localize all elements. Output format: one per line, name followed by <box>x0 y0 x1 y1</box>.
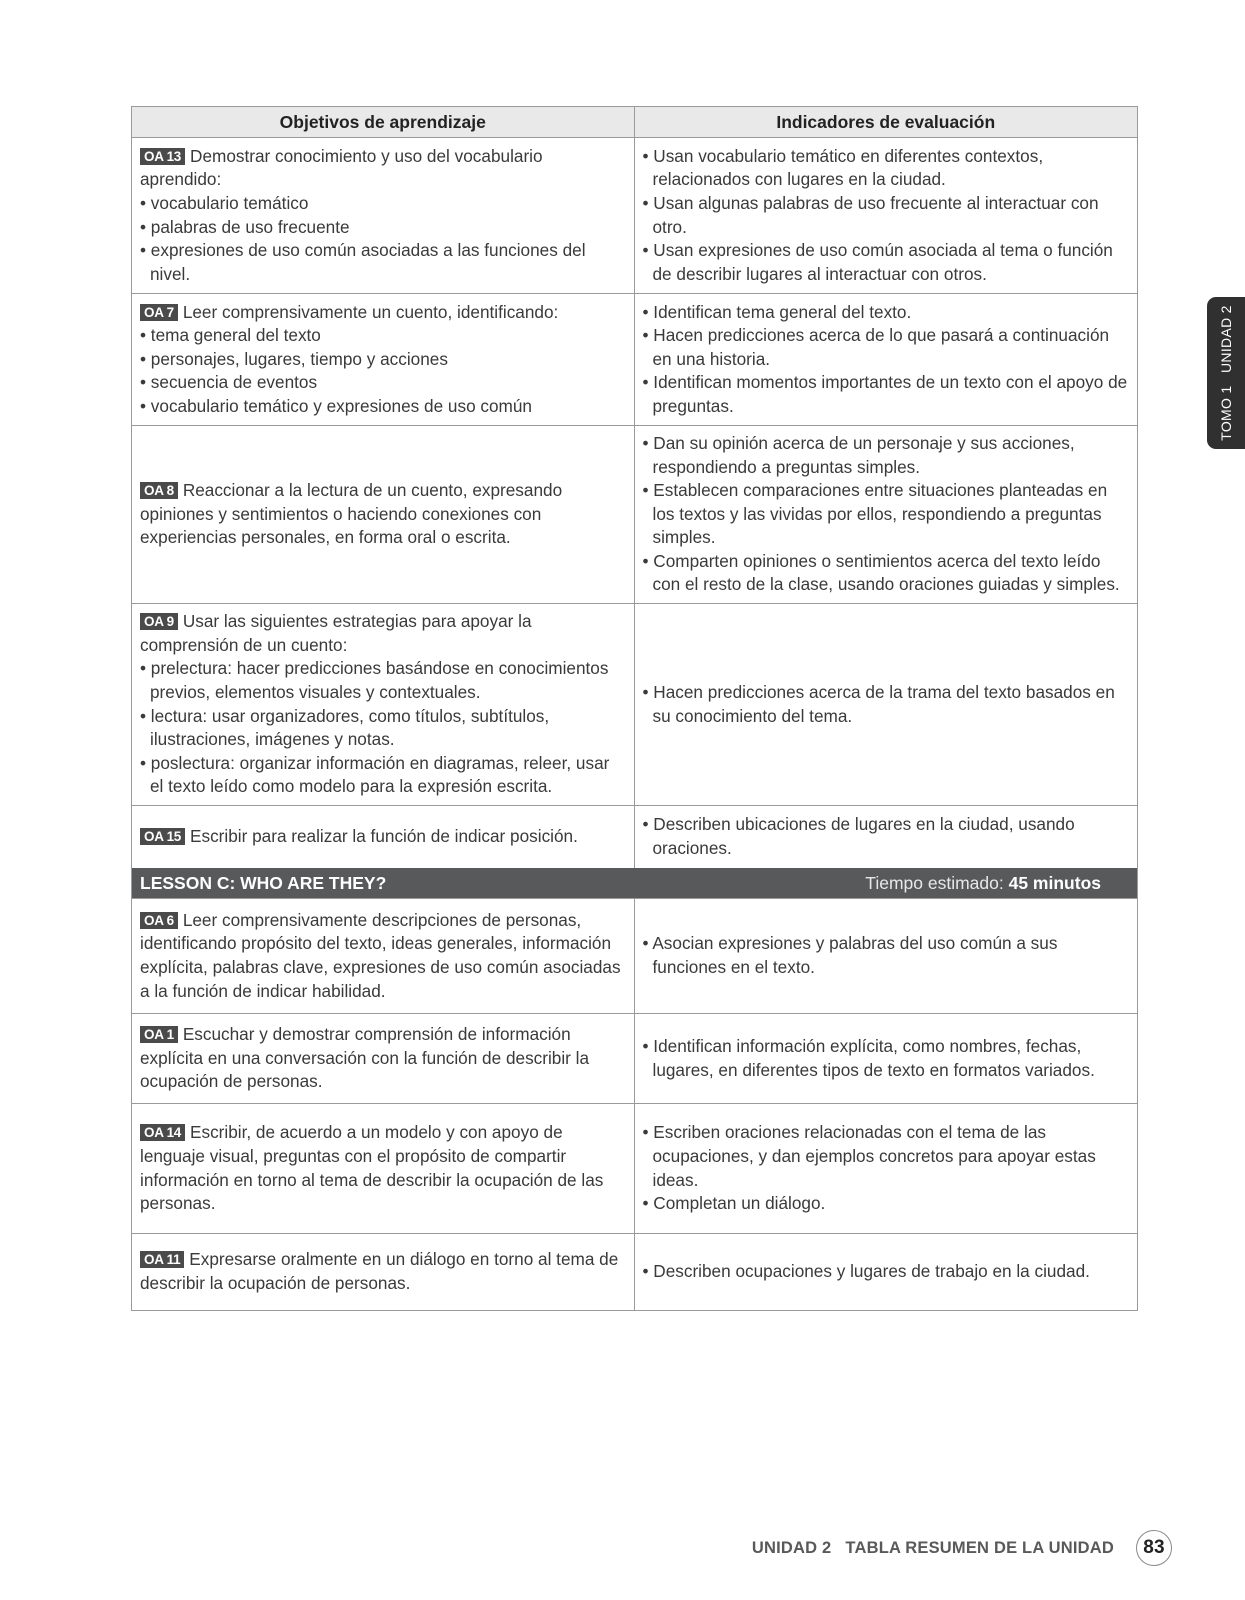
objective-cell <box>132 1014 635 1103</box>
objective-text: Leer comprensivamente descripciones de personas, identificando propósito del texto, ideas generales, información explícita, palabras clave, expresiones de uso común asociadas a la función de indicar habilidad. <box>140 909 621 1001</box>
oa-badge: OA 6 <box>140 912 178 929</box>
table-row <box>132 1234 1137 1310</box>
objective-cell <box>132 426 635 603</box>
objective-cell <box>132 806 635 868</box>
table-row <box>132 426 1137 604</box>
objective-intro <box>140 301 626 325</box>
indicator-cell <box>635 1104 1138 1233</box>
objective-bullet: • tema general del texto <box>140 324 626 348</box>
objective-text: Escribir para realizar la función de indicar posición. <box>190 826 578 847</box>
objective-text: Escuchar y demostrar comprensión de información explícita en una conversación con la función de describir la ocupación de personas. <box>140 1024 590 1092</box>
indicator-bullet: • Comparten opiniones o sentimientos acerca del texto leído con el resto de la clase, usando oraciones guiadas y simples. <box>643 550 1130 597</box>
side-tab <box>1207 297 1245 449</box>
objective-bullet: • personajes, lugares, tiempo y acciones <box>140 348 626 372</box>
indicator-bullet: • Completan un diálogo. <box>643 1192 1130 1216</box>
objective-bullet: • secuencia de eventos <box>140 371 626 395</box>
header-indicators: Indicadores de evaluación <box>635 107 1138 137</box>
objective-cell <box>132 294 635 425</box>
indicator-cell <box>635 899 1138 1013</box>
oa-badge: OA 11 <box>140 1251 184 1268</box>
objective-intro <box>140 825 626 849</box>
oa-badge: OA 15 <box>140 828 185 845</box>
objective-text: Expresarse oralmente en un diálogo en torno al tema de describir la ocupación de personas. <box>140 1249 619 1293</box>
indicator-bullet: • Establecen comparaciones entre situaciones planteadas en los textos y las vividas por ellos, respondiendo a preguntas simples. <box>643 479 1130 550</box>
footer-section: TABLA RESUMEN DE LA UNIDAD <box>845 1538 1114 1557</box>
indicator-bullet: • Identifican tema general del texto. <box>643 301 1130 325</box>
indicator-bullet: • Describen ocupaciones y lugares de trabajo en la ciudad. <box>643 1260 1130 1284</box>
table-row <box>132 899 1137 1014</box>
objective-cell <box>132 899 635 1013</box>
indicator-bullet: • Usan algunas palabras de uso frecuente al interactuar con otro. <box>643 192 1130 239</box>
oa-badge: OA 9 <box>140 613 178 630</box>
indicator-cell <box>635 138 1138 293</box>
objective-intro <box>140 1023 626 1094</box>
indicator-bullet: • Dan su opinión acerca de un personaje y sus acciones, respondiendo a preguntas simples. <box>643 432 1130 479</box>
indicator-bullet: • Hacen predicciones acerca de lo que pasará a continuación en una historia. <box>643 324 1130 371</box>
objective-bullet: • lectura: usar organizadores, como títulos, subtítulos, ilustraciones, imágenes y notas. <box>140 705 626 752</box>
lesson-time: Tiempo estimado: 45 minutos <box>865 872 1101 893</box>
indicator-bullet: • Identifican momentos importantes de un texto con el apoyo de preguntas. <box>643 371 1130 418</box>
footer-unit: UNIDAD 2 <box>751 1538 832 1557</box>
objective-cell <box>132 604 635 805</box>
oa-badge: OA 14 <box>140 1124 185 1141</box>
indicator-bullet: • Asocian expresiones y palabras del uso común a sus funciones en el texto. <box>643 932 1130 979</box>
indicator-cell <box>635 604 1138 805</box>
side-tab-label: TOMO 1 UNIDAD 2 <box>1218 305 1234 441</box>
page-footer <box>752 1530 1172 1566</box>
table-row <box>132 294 1137 426</box>
oa-badge: OA 8 <box>140 482 178 499</box>
objective-bullet: • palabras de uso frecuente <box>140 216 626 240</box>
objective-text: Escribir, de acuerdo a un modelo y con apoyo de lenguaje visual, preguntas con el propósito de compartir información en torno al tema de describir la ocupación de las personas. <box>140 1122 604 1214</box>
objective-text: Demostrar conocimiento y uso del vocabulario aprendido: <box>140 145 543 190</box>
oa-badge: OA 13 <box>140 148 185 165</box>
lesson-title: LESSON C: WHO ARE THEY? <box>140 872 387 893</box>
objective-intro <box>140 145 626 192</box>
indicator-cell <box>635 294 1138 425</box>
objective-intro <box>140 479 626 550</box>
oa-badge: OA 7 <box>140 304 178 321</box>
indicator-bullet: • Escriben oraciones relacionadas con el tema de las ocupaciones, y dan ejemplos concretos para apoyar estas ideas. <box>643 1121 1130 1192</box>
objective-cell <box>132 138 635 293</box>
page-number: 83 <box>1136 1530 1172 1566</box>
objective-cell <box>132 1104 635 1233</box>
objective-bullet: • vocabulario temático y expresiones de uso común <box>140 395 626 419</box>
objective-text: Reaccionar a la lectura de un cuento, expresando opiniones y sentimientos o haciendo conexiones con experiencias personales, en forma oral o escrita. <box>140 480 563 548</box>
objective-intro <box>140 1121 626 1215</box>
indicator-bullet: • Describen ubicaciones de lugares en la ciudad, usando oraciones. <box>643 813 1130 860</box>
objective-intro <box>140 1248 626 1295</box>
indicator-cell <box>635 1234 1138 1310</box>
indicator-bullet: • Identifican información explícita, como nombres, fechas, lugares, en diferentes tipos de texto en formatos variados. <box>643 1035 1130 1082</box>
objective-text: Usar las siguientes estrategias para apoyar la comprensión de un cuento: <box>140 611 532 655</box>
indicator-bullet: • Hacen predicciones acerca de la trama del texto basados en su conocimiento del tema. <box>643 681 1130 728</box>
objective-cell <box>132 1234 635 1310</box>
table-row <box>132 1014 1137 1104</box>
table-row <box>132 806 1137 868</box>
objective-text: Leer comprensivamente un cuento, identificando: <box>182 301 559 322</box>
indicator-cell <box>635 426 1138 603</box>
indicator-bullet: • Usan expresiones de uso común asociada al tema o función de describir lugares al interactuar con otros. <box>643 239 1130 286</box>
indicator-cell <box>635 806 1138 868</box>
lesson-bar <box>132 868 1137 899</box>
objective-intro <box>140 909 626 1003</box>
table-header <box>132 107 1137 138</box>
summary-table <box>131 106 1138 1311</box>
indicator-cell <box>635 1014 1138 1103</box>
lesson-time-value: 45 minutos <box>1008 872 1101 893</box>
oa-badge: OA 1 <box>140 1026 178 1043</box>
table-row <box>132 138 1137 294</box>
objective-bullet: • poslectura: organizar información en diagramas, releer, usar el texto leído como modelo para la expresión escrita. <box>140 752 626 799</box>
table-row <box>132 604 1137 806</box>
objective-intro <box>140 610 626 657</box>
indicator-bullet: • Usan vocabulario temático en diferentes contextos, relacionados con lugares en la ciudad. <box>643 145 1130 192</box>
table-row <box>132 1104 1137 1234</box>
objective-bullet: • expresiones de uso común asociadas a las funciones del nivel. <box>140 239 626 286</box>
objective-bullet: • vocabulario temático <box>140 192 626 216</box>
objective-bullet: • prelectura: hacer predicciones basándose en conocimientos previos, elementos visuales y contextuales. <box>140 657 626 704</box>
header-objectives: Objetivos de aprendizaje <box>132 107 635 137</box>
